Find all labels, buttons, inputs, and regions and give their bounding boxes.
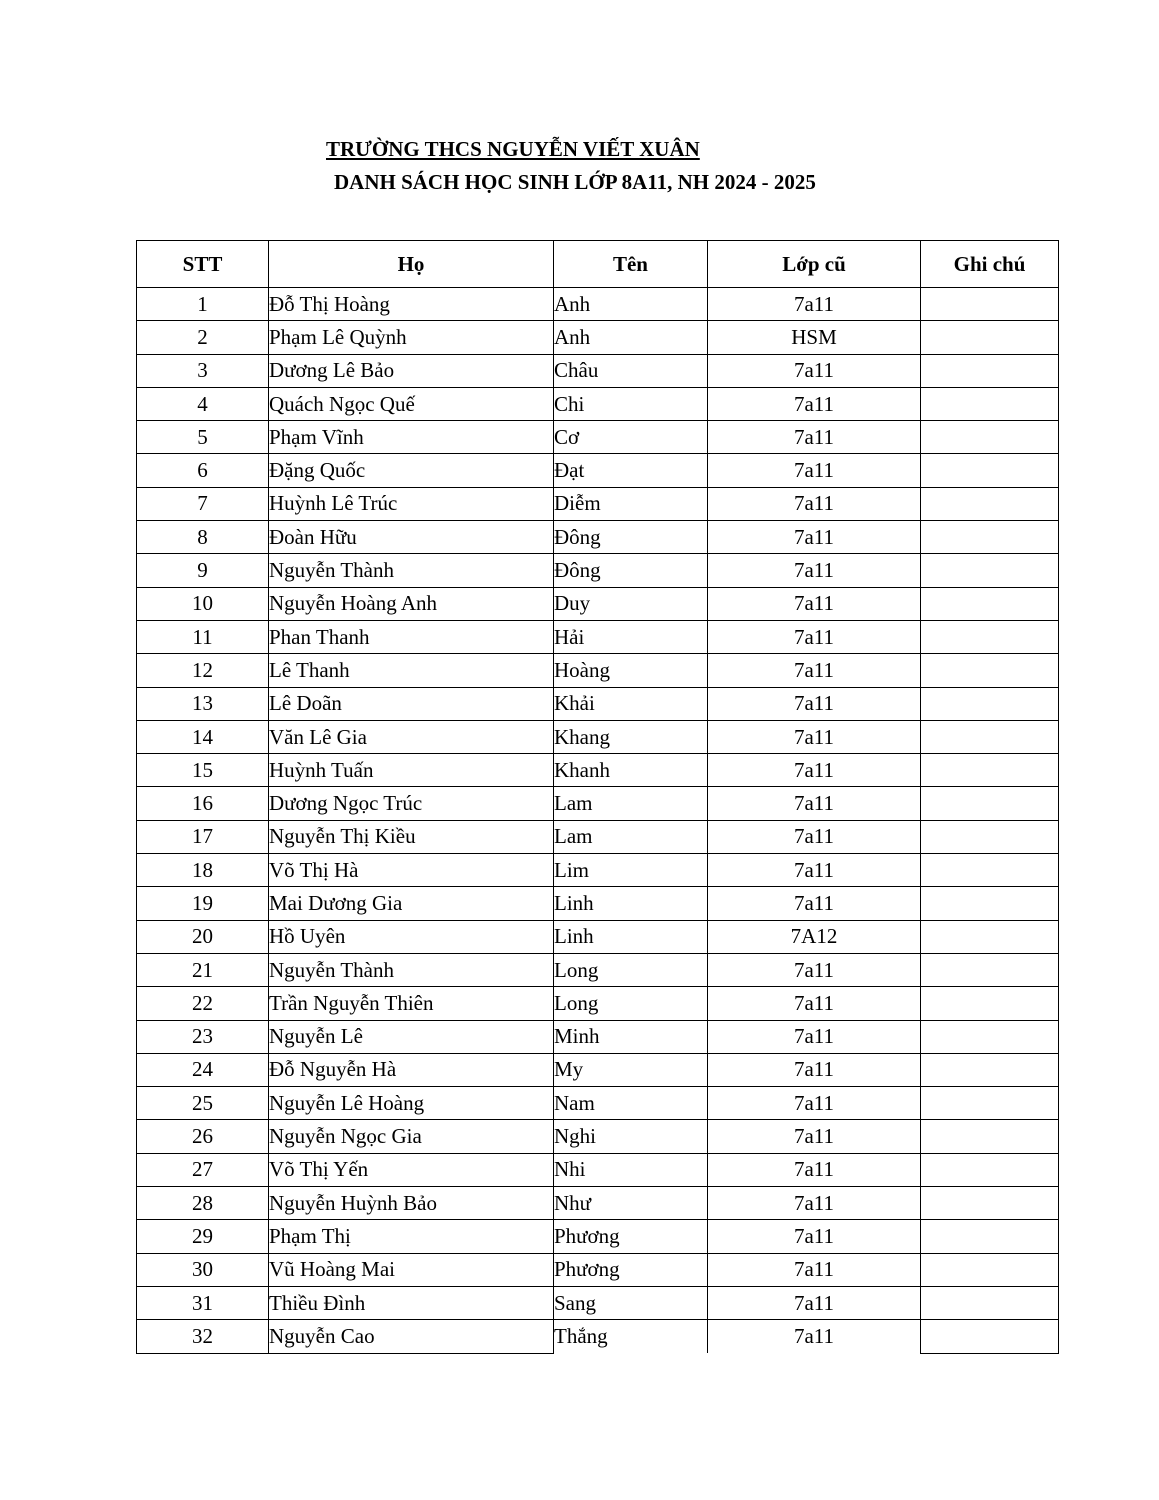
cell-lop-cu: 7a11 xyxy=(708,387,921,420)
cell-stt: 23 xyxy=(137,1020,269,1053)
cell-ghi-chu xyxy=(921,687,1059,720)
cell-ho: Võ Thị Hà xyxy=(269,854,554,887)
column-header-lop-cu: Lớp cũ xyxy=(708,241,921,288)
cell-stt: 13 xyxy=(137,687,269,720)
cell-lop-cu: 7a11 xyxy=(708,1087,921,1120)
table-row xyxy=(137,820,1059,853)
cell-stt: 22 xyxy=(137,987,269,1020)
cell-ho: Nguyễn Ngọc Gia xyxy=(269,1120,554,1153)
cell-ho: Vũ Hoàng Mai xyxy=(269,1253,554,1286)
cell-ten: Đông xyxy=(554,521,708,554)
table-row xyxy=(137,288,1059,321)
table-row xyxy=(137,1120,1059,1153)
cell-ho: Nguyễn Thị Kiều xyxy=(269,820,554,853)
cell-lop-cu: 7a11 xyxy=(708,521,921,554)
cell-stt: 5 xyxy=(137,421,269,454)
table-row xyxy=(137,387,1059,420)
cell-ho: Đỗ Nguyễn Hà xyxy=(269,1053,554,1086)
table-row xyxy=(137,454,1059,487)
cell-ten: Anh xyxy=(554,321,708,354)
cell-ghi-chu xyxy=(921,854,1059,887)
cell-stt: 1 xyxy=(137,288,269,321)
cell-stt: 9 xyxy=(137,554,269,587)
cell-stt: 15 xyxy=(137,754,269,787)
cell-ten: Anh xyxy=(554,288,708,321)
cell-stt: 2 xyxy=(137,321,269,354)
table-row xyxy=(137,1320,1059,1353)
cell-lop-cu: 7a11 xyxy=(708,288,921,321)
cell-ho: Nguyễn Hoàng Anh xyxy=(269,587,554,620)
cell-lop-cu: 7a11 xyxy=(708,720,921,753)
list-title: DANH SÁCH HỌC SINH LỚP 8A11, NH 2024 - 2025 xyxy=(334,170,816,194)
cell-lop-cu: 7a11 xyxy=(708,1320,921,1353)
table-row xyxy=(137,1187,1059,1220)
cell-ghi-chu xyxy=(921,720,1059,753)
column-header-ten: Tên xyxy=(554,241,708,288)
cell-ten: Khang xyxy=(554,720,708,753)
cell-ho: Huỳnh Tuấn xyxy=(269,754,554,787)
cell-ho: Dương Lê Bảo xyxy=(269,354,554,387)
cell-ghi-chu xyxy=(921,1253,1059,1286)
cell-ghi-chu xyxy=(921,454,1059,487)
cell-lop-cu: 7a11 xyxy=(708,1020,921,1053)
cell-ten: Khanh xyxy=(554,754,708,787)
cell-ten: Linh xyxy=(554,887,708,920)
cell-ghi-chu xyxy=(921,820,1059,853)
cell-ghi-chu xyxy=(921,487,1059,520)
cell-stt: 6 xyxy=(137,454,269,487)
cell-ghi-chu xyxy=(921,521,1059,554)
cell-ten: Nhi xyxy=(554,1153,708,1186)
cell-ho: Nguyễn Thành xyxy=(269,554,554,587)
cell-ghi-chu xyxy=(921,787,1059,820)
table-header-row xyxy=(137,241,1059,288)
cell-stt: 18 xyxy=(137,854,269,887)
cell-ho: Nguyễn Lê Hoàng xyxy=(269,1087,554,1120)
column-header-ghi-chu: Ghi chú xyxy=(921,241,1059,288)
cell-lop-cu: 7a11 xyxy=(708,1053,921,1086)
table-row xyxy=(137,620,1059,653)
table-row xyxy=(137,587,1059,620)
cell-ho: Phạm Thị xyxy=(269,1220,554,1253)
cell-stt: 14 xyxy=(137,720,269,753)
cell-ten: Khải xyxy=(554,687,708,720)
cell-ghi-chu xyxy=(921,1087,1059,1120)
cell-lop-cu: 7a11 xyxy=(708,554,921,587)
cell-lop-cu: 7a11 xyxy=(708,1153,921,1186)
cell-lop-cu: 7a11 xyxy=(708,1120,921,1153)
cell-stt: 8 xyxy=(137,521,269,554)
cell-lop-cu: 7a11 xyxy=(708,587,921,620)
table-row xyxy=(137,854,1059,887)
cell-stt: 21 xyxy=(137,953,269,986)
cell-ho: Dương Ngọc Trúc xyxy=(269,787,554,820)
cell-lop-cu: 7a11 xyxy=(708,454,921,487)
cell-ten: Phương xyxy=(554,1220,708,1253)
cell-lop-cu: 7a11 xyxy=(708,754,921,787)
cell-ho: Mai Dương Gia xyxy=(269,887,554,920)
cell-lop-cu: 7a11 xyxy=(708,421,921,454)
column-header-stt: STT xyxy=(137,241,269,288)
cell-lop-cu: 7a11 xyxy=(708,354,921,387)
cell-ghi-chu xyxy=(921,987,1059,1020)
cell-lop-cu: 7a11 xyxy=(708,1253,921,1286)
table-row xyxy=(137,920,1059,953)
cell-ten: Duy xyxy=(554,587,708,620)
cell-ghi-chu xyxy=(921,554,1059,587)
cell-ten: Lim xyxy=(554,854,708,887)
cell-stt: 26 xyxy=(137,1120,269,1153)
cell-ho: Nguyễn Thành xyxy=(269,953,554,986)
cell-ghi-chu xyxy=(921,587,1059,620)
cell-ghi-chu xyxy=(921,1286,1059,1319)
table-row xyxy=(137,1153,1059,1186)
cell-lop-cu: 7a11 xyxy=(708,1187,921,1220)
cell-lop-cu: 7a11 xyxy=(708,1286,921,1319)
cell-lop-cu: HSM xyxy=(708,321,921,354)
cell-ghi-chu xyxy=(921,321,1059,354)
cell-ho: Đặng Quốc xyxy=(269,454,554,487)
cell-ten: Nghi xyxy=(554,1120,708,1153)
cell-ghi-chu xyxy=(921,754,1059,787)
cell-stt: 32 xyxy=(137,1320,269,1353)
table-body xyxy=(137,288,1059,1354)
cell-stt: 31 xyxy=(137,1286,269,1319)
cell-ten: Minh xyxy=(554,1020,708,1053)
table-row xyxy=(137,554,1059,587)
cell-ho: Huỳnh Lê Trúc xyxy=(269,487,554,520)
cell-ten: Hoàng xyxy=(554,654,708,687)
cell-lop-cu: 7a11 xyxy=(708,887,921,920)
cell-ten: Hải xyxy=(554,620,708,653)
cell-stt: 27 xyxy=(137,1153,269,1186)
cell-ho: Đỗ Thị Hoàng xyxy=(269,288,554,321)
cell-ten: Như xyxy=(554,1187,708,1220)
cell-ghi-chu xyxy=(921,1220,1059,1253)
cell-lop-cu: 7a11 xyxy=(708,687,921,720)
cell-stt: 19 xyxy=(137,887,269,920)
cell-stt: 30 xyxy=(137,1253,269,1286)
cell-ten: Phương xyxy=(554,1253,708,1286)
cell-lop-cu: 7a11 xyxy=(708,620,921,653)
cell-lop-cu: 7a11 xyxy=(708,487,921,520)
cell-ten: Diễm xyxy=(554,487,708,520)
cell-lop-cu: 7a11 xyxy=(708,787,921,820)
cell-ho: Võ Thị Yến xyxy=(269,1153,554,1186)
cell-ghi-chu xyxy=(921,1320,1059,1353)
cell-ten: Sang xyxy=(554,1286,708,1319)
student-table xyxy=(136,240,1059,1354)
table-row xyxy=(137,487,1059,520)
cell-ho: Thiều Đình xyxy=(269,1286,554,1319)
cell-lop-cu: 7a11 xyxy=(708,820,921,853)
cell-ghi-chu xyxy=(921,421,1059,454)
cell-ghi-chu xyxy=(921,620,1059,653)
cell-ghi-chu xyxy=(921,387,1059,420)
table-row xyxy=(137,654,1059,687)
table-row xyxy=(137,521,1059,554)
cell-ten: My xyxy=(554,1053,708,1086)
cell-ten: Long xyxy=(554,953,708,986)
school-name: TRƯỜNG THCS NGUYỄN VIẾT XUÂN xyxy=(326,137,700,161)
cell-ghi-chu xyxy=(921,953,1059,986)
cell-stt: 24 xyxy=(137,1053,269,1086)
table-row xyxy=(137,421,1059,454)
cell-ten: Châu xyxy=(554,354,708,387)
cell-ho: Lê Thanh xyxy=(269,654,554,687)
cell-ho: Nguyễn Huỳnh Bảo xyxy=(269,1187,554,1220)
cell-stt: 4 xyxy=(137,387,269,420)
cell-stt: 17 xyxy=(137,820,269,853)
table-row xyxy=(137,887,1059,920)
cell-lop-cu: 7a11 xyxy=(708,953,921,986)
cell-stt: 20 xyxy=(137,920,269,953)
cell-stt: 28 xyxy=(137,1187,269,1220)
cell-stt: 11 xyxy=(137,620,269,653)
table-row xyxy=(137,720,1059,753)
table-row xyxy=(137,754,1059,787)
cell-ten: Cơ xyxy=(554,421,708,454)
table-row xyxy=(137,1286,1059,1319)
cell-ghi-chu xyxy=(921,920,1059,953)
cell-ho: Phạm Lê Quỳnh xyxy=(269,321,554,354)
cell-ten: Long xyxy=(554,987,708,1020)
cell-ho: Đoàn Hữu xyxy=(269,521,554,554)
cell-ten: Nam xyxy=(554,1087,708,1120)
cell-ten: Đông xyxy=(554,554,708,587)
cell-stt: 10 xyxy=(137,587,269,620)
cell-ghi-chu xyxy=(921,1020,1059,1053)
cell-lop-cu: 7a11 xyxy=(708,654,921,687)
cell-lop-cu: 7a11 xyxy=(708,987,921,1020)
cell-ho: Phạm Vĩnh xyxy=(269,421,554,454)
cell-stt: 7 xyxy=(137,487,269,520)
cell-ten: Linh xyxy=(554,920,708,953)
cell-ten: Đạt xyxy=(554,454,708,487)
cell-ghi-chu xyxy=(921,1153,1059,1186)
table-row xyxy=(137,1220,1059,1253)
cell-ghi-chu xyxy=(921,1053,1059,1086)
cell-ho: Trần Nguyễn Thiên xyxy=(269,987,554,1020)
table-row xyxy=(137,354,1059,387)
table-row xyxy=(137,1087,1059,1120)
cell-ten: Lam xyxy=(554,820,708,853)
table-row xyxy=(137,1253,1059,1286)
table-row xyxy=(137,953,1059,986)
cell-ghi-chu xyxy=(921,887,1059,920)
cell-ghi-chu xyxy=(921,288,1059,321)
cell-ten: Thắng xyxy=(554,1320,708,1353)
cell-ho: Phan Thanh xyxy=(269,620,554,653)
cell-stt: 12 xyxy=(137,654,269,687)
cell-ho: Nguyễn Cao xyxy=(269,1320,554,1353)
cell-ghi-chu xyxy=(921,354,1059,387)
cell-stt: 3 xyxy=(137,354,269,387)
table-row xyxy=(137,687,1059,720)
table-row xyxy=(137,987,1059,1020)
cell-ten: Lam xyxy=(554,787,708,820)
cell-ghi-chu xyxy=(921,654,1059,687)
column-header-ho: Họ xyxy=(269,241,554,288)
cell-lop-cu: 7A12 xyxy=(708,920,921,953)
cell-ten: Chi xyxy=(554,387,708,420)
cell-ho: Quách Ngọc Quế xyxy=(269,387,554,420)
cell-ho: Lê Doãn xyxy=(269,687,554,720)
cell-ho: Nguyễn Lê xyxy=(269,1020,554,1053)
cell-stt: 25 xyxy=(137,1087,269,1120)
cell-lop-cu: 7a11 xyxy=(708,1220,921,1253)
table-row xyxy=(137,321,1059,354)
table-row xyxy=(137,1020,1059,1053)
cell-lop-cu: 7a11 xyxy=(708,854,921,887)
cell-stt: 29 xyxy=(137,1220,269,1253)
cell-ho: Hồ Uyên xyxy=(269,920,554,953)
cell-ghi-chu xyxy=(921,1187,1059,1220)
cell-ho: Văn Lê Gia xyxy=(269,720,554,753)
cell-stt: 16 xyxy=(137,787,269,820)
cell-ghi-chu xyxy=(921,1120,1059,1153)
table-row xyxy=(137,787,1059,820)
table-row xyxy=(137,1053,1059,1086)
